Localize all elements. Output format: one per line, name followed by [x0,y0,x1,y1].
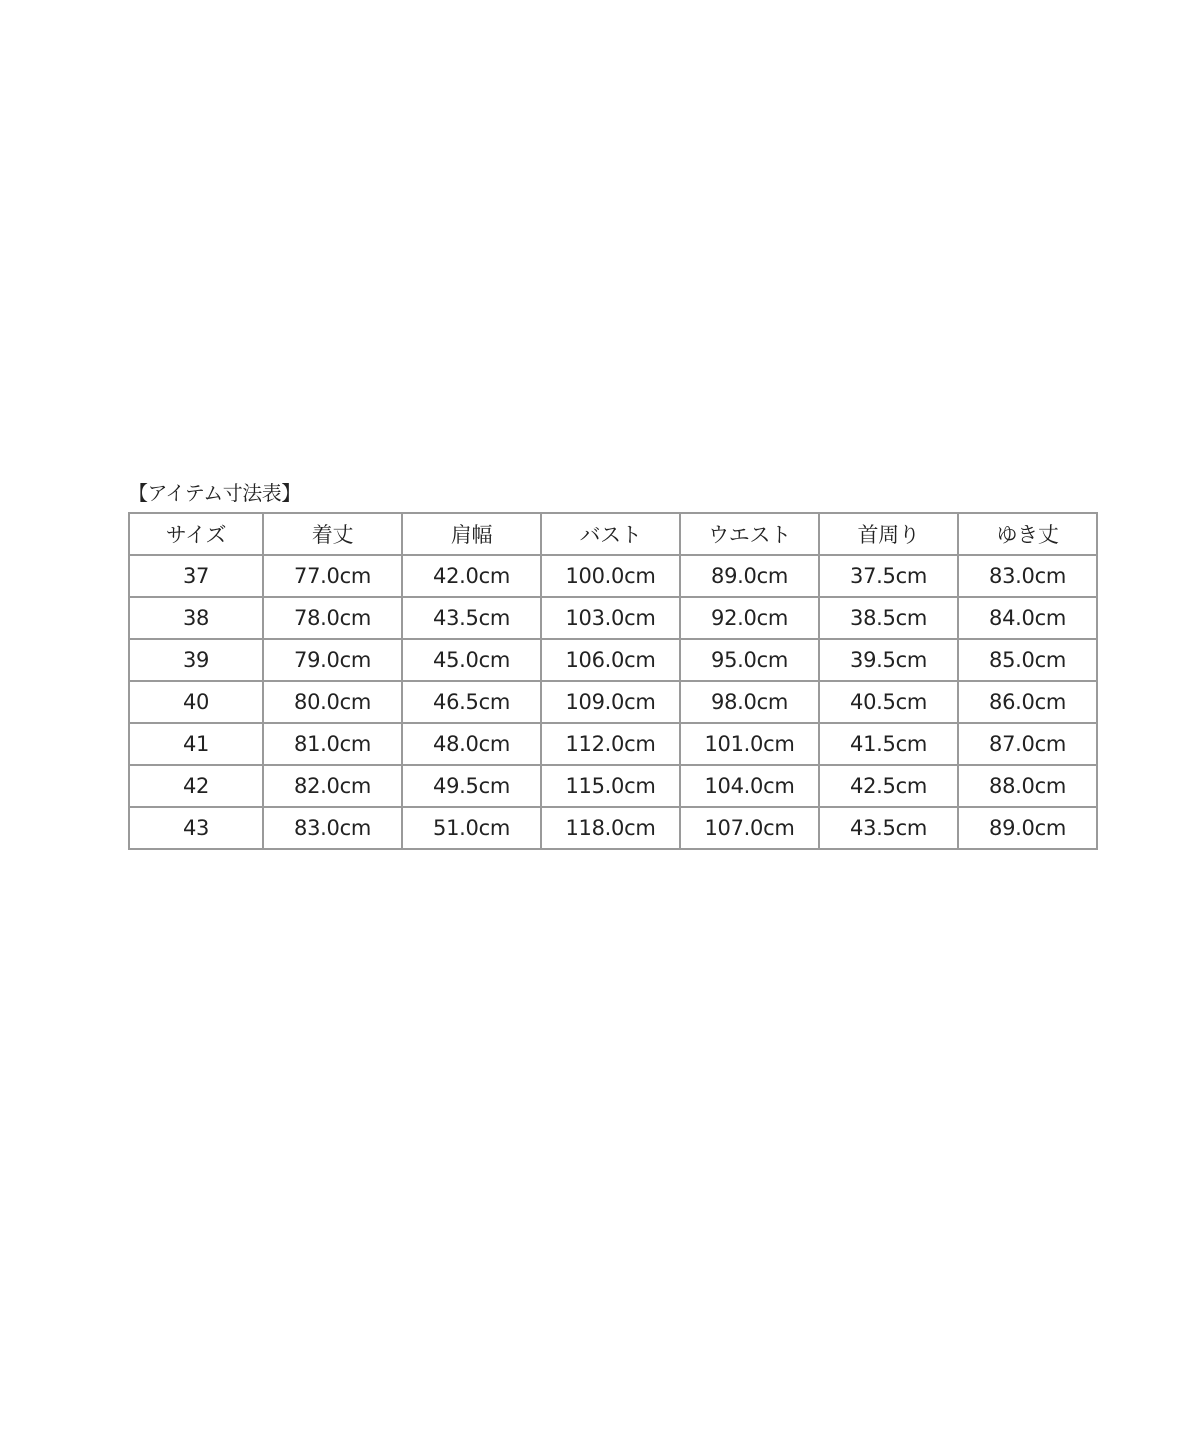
table-cell: 83.0cm [263,807,402,849]
table-cell: 39 [129,639,263,681]
table-cell: 88.0cm [958,765,1097,807]
table-cell: 89.0cm [680,555,819,597]
table-cell: 42.5cm [819,765,958,807]
table-cell: 107.0cm [680,807,819,849]
table-cell: 106.0cm [541,639,680,681]
table-cell: 80.0cm [263,681,402,723]
table-cell: 78.0cm [263,597,402,639]
table-row [129,555,1097,597]
header-size: サイズ [129,513,263,555]
table-row [129,765,1097,807]
table-cell: 43.5cm [819,807,958,849]
table-row [129,723,1097,765]
header-length: 着丈 [263,513,402,555]
table-cell: 41 [129,723,263,765]
header-shoulder-width: 肩幅 [402,513,541,555]
table-cell: 83.0cm [958,555,1097,597]
table-cell: 109.0cm [541,681,680,723]
table-header-row [129,513,1097,555]
table-cell: 118.0cm [541,807,680,849]
table-cell: 77.0cm [263,555,402,597]
header-sleeve-length: ゆき丈 [958,513,1097,555]
table-cell: 115.0cm [541,765,680,807]
table-cell: 46.5cm [402,681,541,723]
table-cell: 42 [129,765,263,807]
table-cell: 37.5cm [819,555,958,597]
table-cell: 81.0cm [263,723,402,765]
table-cell: 43 [129,807,263,849]
table-cell: 51.0cm [402,807,541,849]
table-cell: 40 [129,681,263,723]
table-cell: 45.0cm [402,639,541,681]
header-bust: バスト [541,513,680,555]
table-cell: 103.0cm [541,597,680,639]
table-cell: 85.0cm [958,639,1097,681]
table-cell: 86.0cm [958,681,1097,723]
header-waist: ウエスト [680,513,819,555]
table-cell: 89.0cm [958,807,1097,849]
table-row [129,681,1097,723]
table-cell: 37 [129,555,263,597]
table-cell: 48.0cm [402,723,541,765]
table-cell: 87.0cm [958,723,1097,765]
table-cell: 42.0cm [402,555,541,597]
table-cell: 92.0cm [680,597,819,639]
size-table [128,512,1098,850]
table-cell: 100.0cm [541,555,680,597]
table-cell: 38 [129,597,263,639]
table-cell: 112.0cm [541,723,680,765]
size-chart [128,478,1097,850]
table-cell: 40.5cm [819,681,958,723]
table-cell: 49.5cm [402,765,541,807]
table-cell: 104.0cm [680,765,819,807]
table-row [129,639,1097,681]
table-cell: 79.0cm [263,639,402,681]
table-cell: 38.5cm [819,597,958,639]
table-cell: 43.5cm [402,597,541,639]
table-cell: 39.5cm [819,639,958,681]
table-cell: 95.0cm [680,639,819,681]
table-cell: 101.0cm [680,723,819,765]
table-cell: 84.0cm [958,597,1097,639]
table-row [129,807,1097,849]
table-cell: 82.0cm [263,765,402,807]
table-cell: 41.5cm [819,723,958,765]
table-row [129,597,1097,639]
header-neck: 首周り [819,513,958,555]
table-cell: 98.0cm [680,681,819,723]
chart-title: 【アイテム寸法表】 [128,481,301,505]
